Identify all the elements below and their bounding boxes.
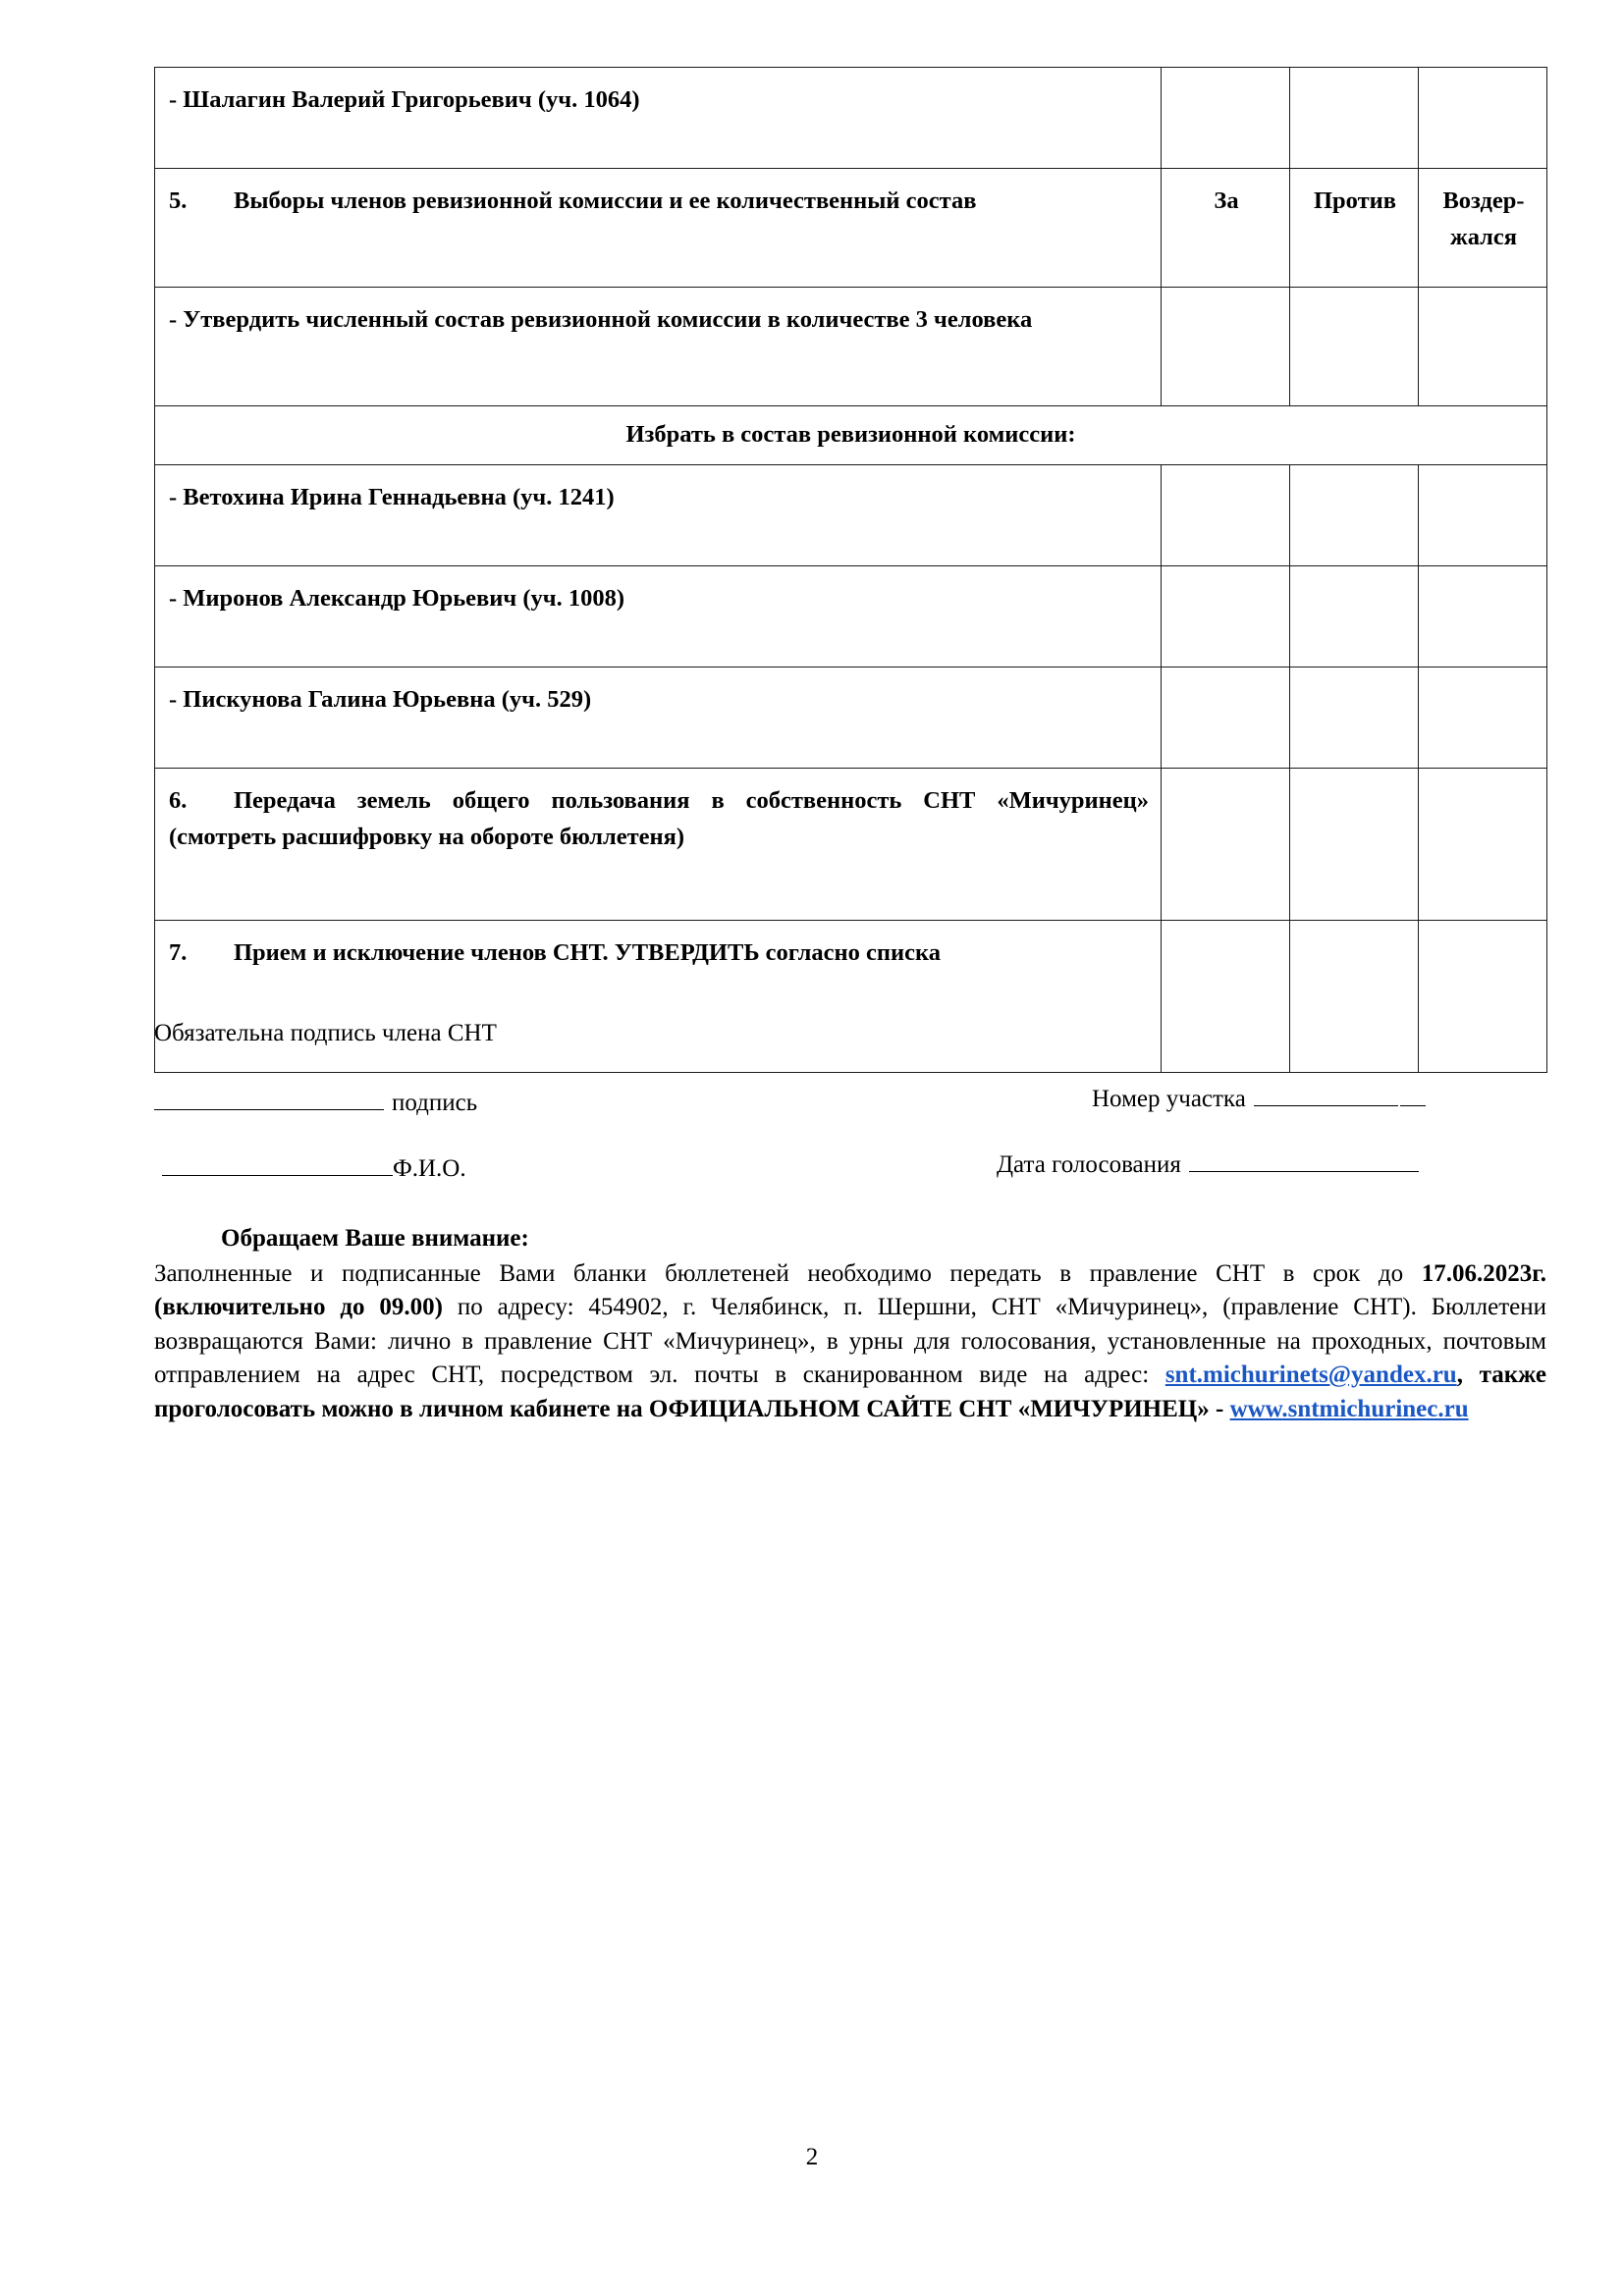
vote-against-cell[interactable] (1290, 566, 1419, 667)
page-number: 2 (805, 2144, 819, 2170)
vote-abstain-cell[interactable] (1419, 566, 1547, 667)
question-5-cell (155, 169, 1162, 288)
table-row (155, 769, 1547, 921)
plot-number-label: Номер участка (1092, 1086, 1246, 1112)
vote-abstain-cell[interactable] (1419, 288, 1547, 406)
attention-also-text: также проголосовать можно в личном кабинете на ОФИЦИАЛЬНОМ САЙТЕ СНТ «МИЧУРИНЕЦ» - (154, 1362, 1546, 1422)
question-number: 5. (169, 187, 188, 214)
vote-for-cell[interactable] (1162, 288, 1290, 406)
website-link[interactable]: www.sntmichurinec.ru (1229, 1395, 1469, 1422)
vote-for-cell[interactable] (1162, 68, 1290, 169)
candidate-name-cell: - Ветохина Ирина Геннадьевна (уч. 1241) (155, 465, 1162, 566)
candidate-name-cell: - Миронов Александр Юрьевич (уч. 1008) (155, 566, 1162, 667)
attention-paragraph (154, 1222, 1546, 1426)
table-row (155, 566, 1547, 667)
header-against: Против (1290, 169, 1419, 288)
table-row (155, 465, 1547, 566)
vote-date-input-line[interactable] (1189, 1148, 1419, 1172)
plot-number-input-line-extra[interactable] (1400, 1083, 1426, 1106)
fio-label: Ф.И.О. (393, 1155, 466, 1182)
table-row (155, 68, 1547, 169)
attention-text-part1: Заполненные и подписанные Вами бланки бюллетеней необходимо передать в правление СНТ в срок до (154, 1259, 1422, 1287)
question-text: Прием и исключение членов СНТ. УТВЕРДИТЬ согласно списка (234, 939, 941, 967)
header-for: За (1162, 169, 1290, 288)
vote-abstain-cell[interactable] (1419, 68, 1547, 169)
candidate-name-cell: - Шалагин Валерий Григорьевич (уч. 1064) (155, 68, 1162, 169)
elect-committee-header: Избрать в состав ревизионной комиссии: (155, 406, 1547, 465)
attention-deadline: 17.06.2023г. (включительно до 09.00) (154, 1259, 1546, 1320)
vote-abstain-cell[interactable] (1419, 667, 1547, 769)
table-row (155, 169, 1547, 288)
vote-against-cell[interactable] (1290, 921, 1419, 1073)
vote-against-cell[interactable] (1290, 667, 1419, 769)
table-row-merged (155, 406, 1547, 465)
header-abstain: Воздер-жался (1419, 169, 1547, 288)
question-text: Передача земель общего пользования в собственность СНТ «Мичуринец» (смотреть расшифровку на обороте бюллетеня) (169, 787, 1149, 851)
attention-comma: , (1456, 1362, 1480, 1388)
vote-date-field-row (997, 1148, 1419, 1182)
question-number: 6. (169, 787, 188, 815)
question-text: Выборы членов ревизионной комиссии и ее количественный состав (234, 187, 977, 214)
signature-input-line[interactable] (154, 1087, 384, 1110)
vote-against-cell[interactable] (1290, 465, 1419, 566)
question-number: 7. (169, 939, 188, 967)
vote-for-cell[interactable] (1162, 566, 1290, 667)
vote-against-cell[interactable] (1290, 769, 1419, 921)
vote-against-cell[interactable] (1290, 288, 1419, 406)
candidate-name-cell: - Пискунова Галина Юрьевна (уч. 529) (155, 667, 1162, 769)
vote-abstain-cell[interactable] (1419, 769, 1547, 921)
vote-for-cell[interactable] (1162, 921, 1290, 1073)
email-link[interactable]: snt.michurinets@yandex.ru (1164, 1362, 1457, 1388)
vote-for-cell[interactable] (1162, 667, 1290, 769)
vote-date-label: Дата голосования (997, 1151, 1181, 1178)
signature-field-row (154, 1087, 477, 1120)
vote-for-cell[interactable] (1162, 769, 1290, 921)
vote-for-cell[interactable] (1162, 465, 1290, 566)
table-row (155, 288, 1547, 406)
plot-number-field-row (1092, 1083, 1426, 1116)
fio-field-row (162, 1152, 466, 1186)
signature-label: подпись (392, 1090, 478, 1116)
vote-abstain-cell[interactable] (1419, 921, 1547, 1073)
voting-table (154, 67, 1547, 1073)
question-6-cell (155, 769, 1162, 921)
vote-abstain-cell[interactable] (1419, 465, 1547, 566)
subitem-count-cell: - Утвердить численный состав ревизионной комиссии в количестве 3 человека (155, 288, 1162, 406)
table-row (155, 667, 1547, 769)
vote-against-cell[interactable] (1290, 68, 1419, 169)
fio-input-line[interactable] (162, 1152, 393, 1176)
plot-number-input-line[interactable] (1254, 1083, 1398, 1106)
attention-text-part2: по адресу: 454902, г. Челябинск, п. Шершни, СНТ «Мичуринец», (правление СНТ). Бюллетени возвращаются Вами: лично в правление СНТ «Мичуринец», в урны для голосования, установленные на проходных, почтовым отправлением на адрес СНТ, посредством эл. почты в сканированном виде на адрес: (154, 1294, 1546, 1388)
attention-heading: Обращаем Ваше внимание: (221, 1225, 529, 1252)
signature-required-note: Обязательна подпись члена СНТ (154, 1020, 497, 1046)
